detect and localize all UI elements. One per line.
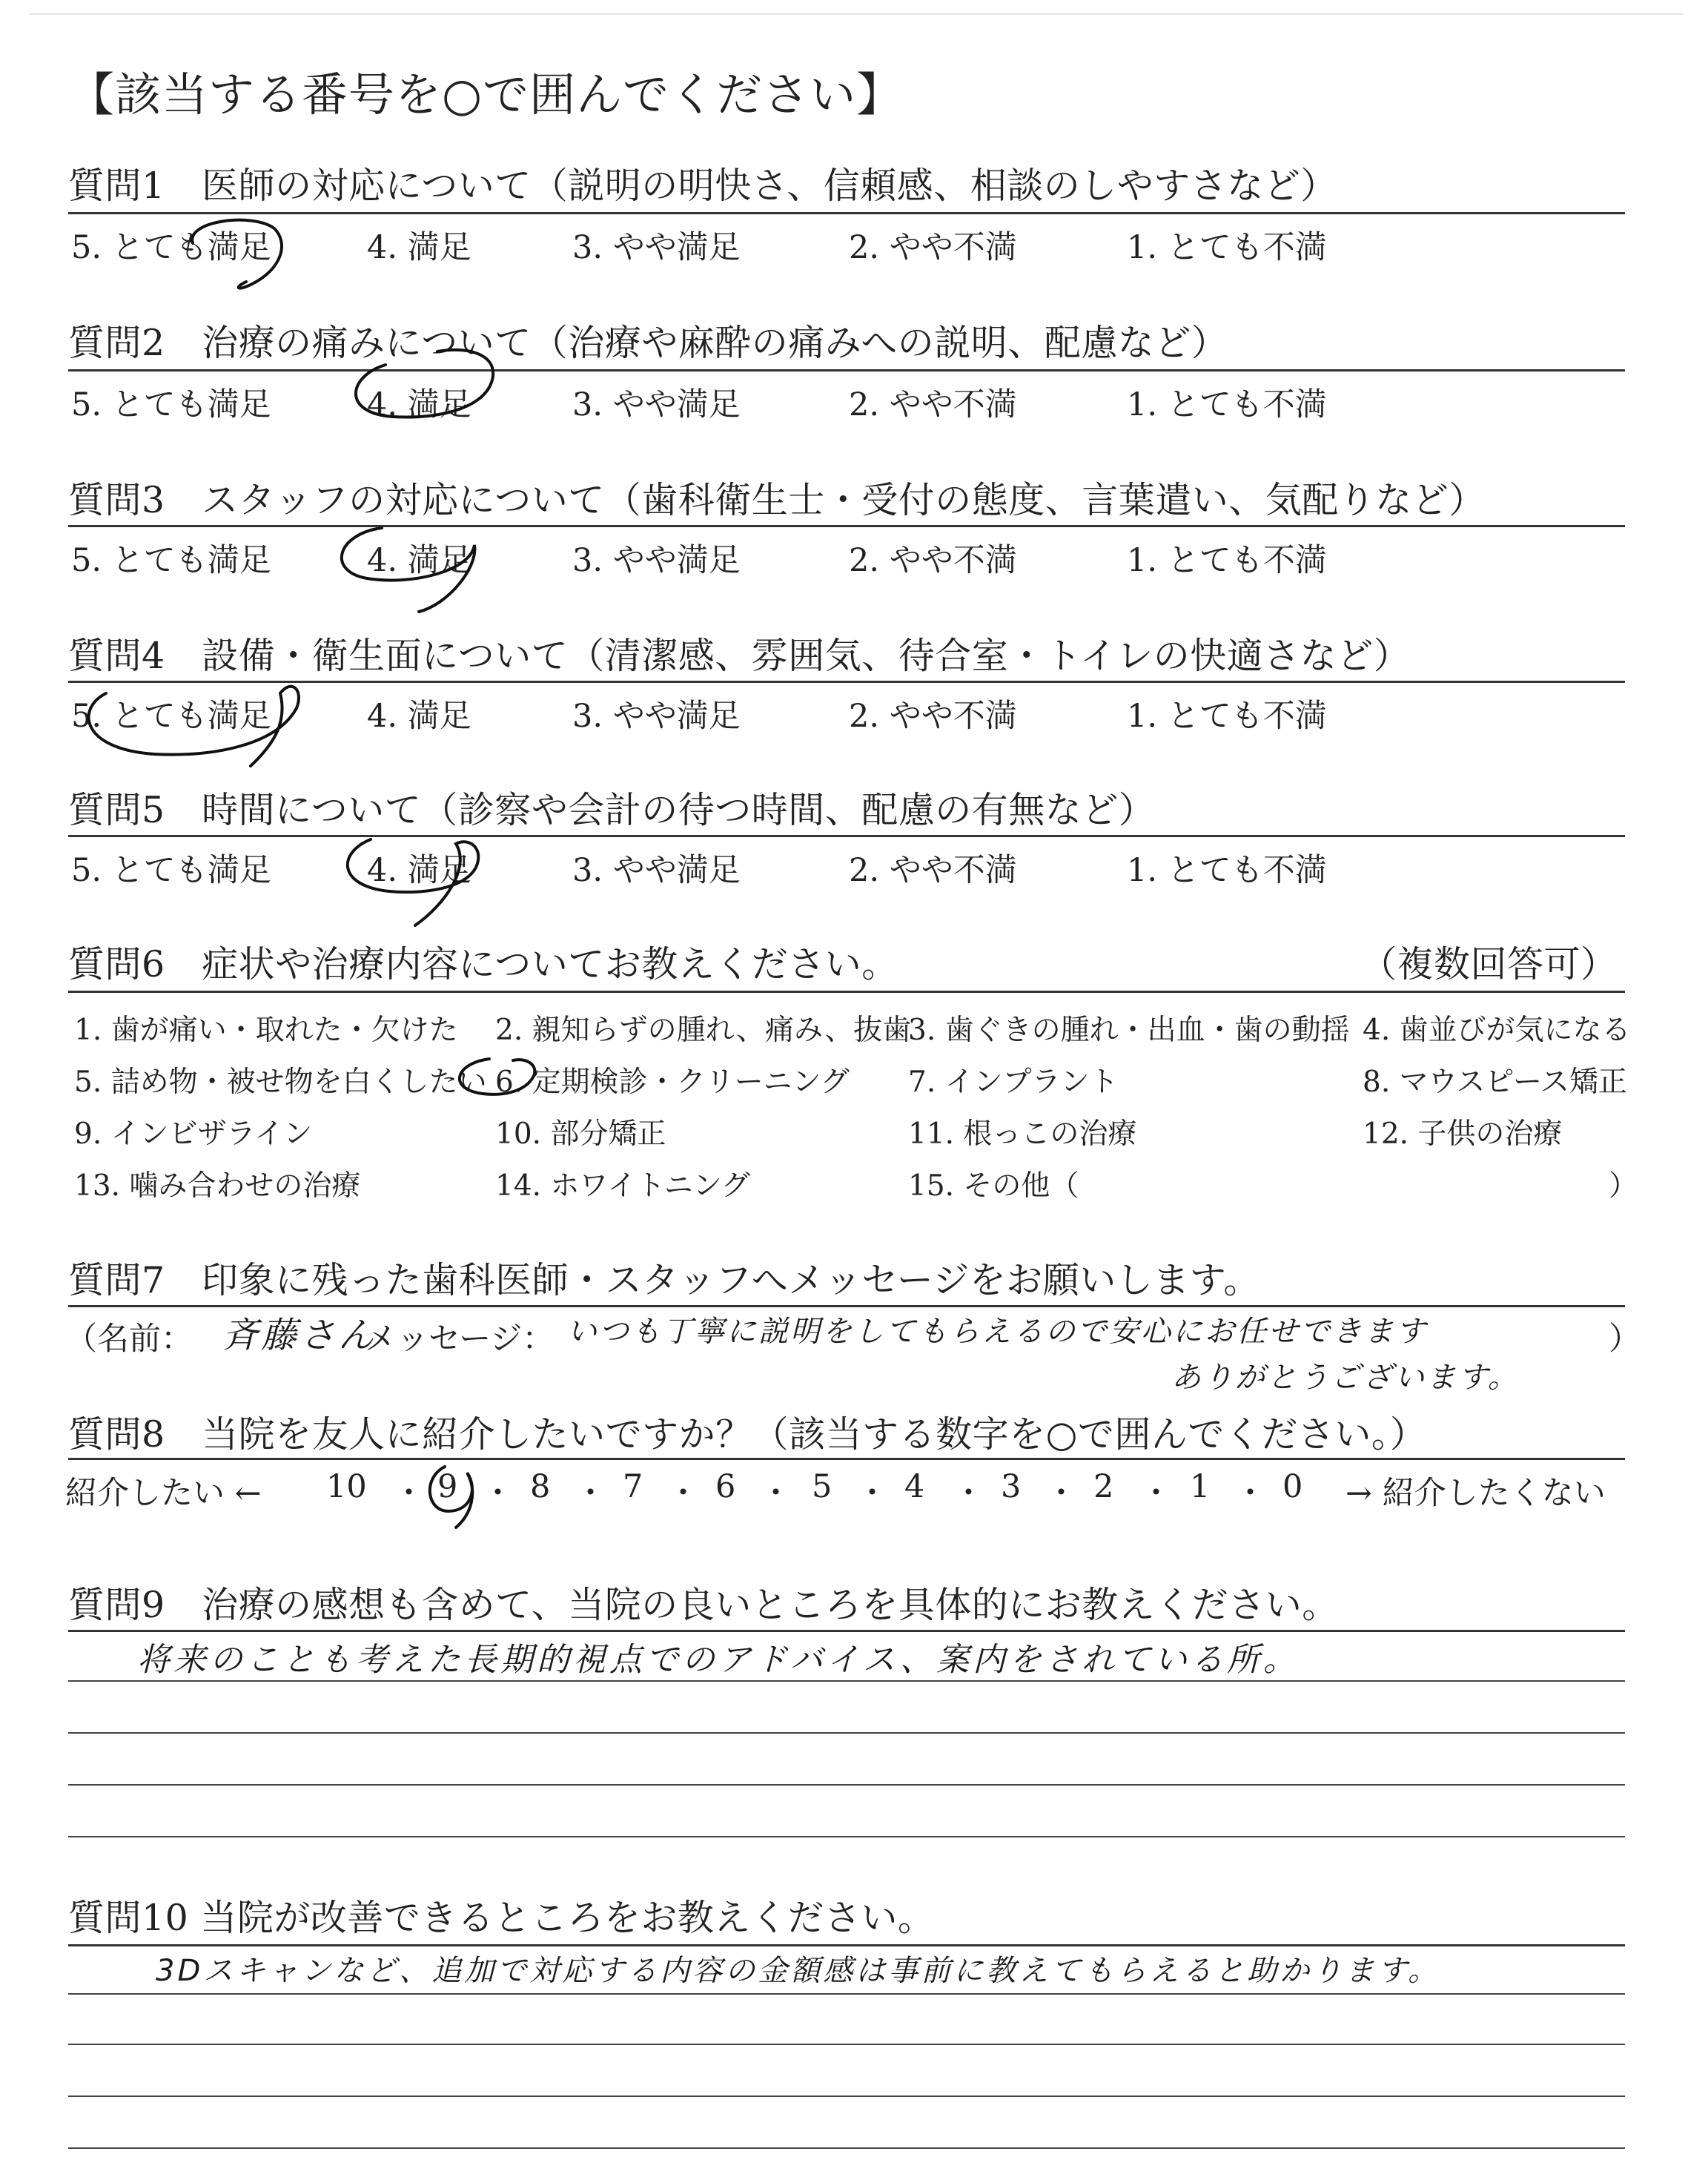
- q4-option-3[interactable]: 3. やや満足: [572, 698, 741, 735]
- q6-option-15[interactable]: 15. その他（: [908, 1169, 1079, 1203]
- q9-rule: [68, 1630, 1625, 1632]
- q4-option-1[interactable]: 1. とても不満: [1127, 698, 1327, 735]
- q10-answer-line: [68, 1993, 1625, 1995]
- q2-rule: [68, 369, 1625, 371]
- q8-scale-10[interactable]: 10: [326, 1468, 367, 1505]
- q5-option-3[interactable]: 3. やや満足: [572, 852, 741, 889]
- q10-answer-line: [68, 2044, 1625, 2045]
- q1-option-4[interactable]: 4. 満足: [367, 229, 471, 266]
- q7-name-label: （名前：: [65, 1321, 193, 1358]
- q1-option-2[interactable]: 2. やや不満: [849, 229, 1017, 266]
- q6-option-14[interactable]: 14. ホワイトニング: [495, 1169, 750, 1203]
- q8-dot: ・: [575, 1475, 606, 1512]
- q7-name-value[interactable]: 斉藤さん: [222, 1315, 377, 1356]
- q8-title: 質問8 当院を友人に紹介したいですか？（該当する数字を○で囲んでください。）: [68, 1413, 1427, 1456]
- q5-option-5[interactable]: 5. とても満足: [71, 852, 271, 889]
- q1-option-3[interactable]: 3. やや満足: [572, 229, 741, 266]
- q6-rule: [68, 991, 1625, 993]
- q6-option-5[interactable]: 5. 詰め物・被せ物を白くしたい: [74, 1066, 487, 1099]
- q6-selection-circle: [445, 1050, 549, 1109]
- q4-title: 質問4 設備・衛生面について（清潔感、雰囲気、待合室・トイレの快適さなど）: [68, 635, 1411, 677]
- q8-dot: ・: [760, 1475, 792, 1512]
- q8-dot: ・: [482, 1475, 514, 1512]
- q1-option-5[interactable]: 5. とても満足: [71, 229, 271, 266]
- q6-option-13[interactable]: 13. 噛み合わせの治療: [74, 1169, 361, 1203]
- q3-rule: [68, 525, 1625, 527]
- q4-selection-circle: [65, 664, 317, 775]
- q5-rule: [68, 835, 1625, 837]
- q7-close-paren: ）: [1609, 1321, 1641, 1358]
- q4-option-5[interactable]: 5. とても満足: [71, 698, 271, 735]
- q3-option-2[interactable]: 2. やや不満: [849, 542, 1017, 579]
- q6-option-7[interactable]: 7. インプラント: [908, 1066, 1119, 1099]
- q8-scale-2[interactable]: 2: [1093, 1468, 1114, 1505]
- q8-right-label: → 紹介したくない: [1345, 1475, 1606, 1512]
- q10-answer[interactable]: 3Dスキャンなど、追加で対応する内容の金額感は事前に教えてもらえると助かります。: [156, 1954, 1441, 1988]
- form-header: 【該当する番号を○で囲んでください】: [68, 67, 904, 122]
- q8-scale-0[interactable]: 0: [1282, 1468, 1303, 1505]
- q1-rule: [68, 212, 1625, 214]
- q4-option-2[interactable]: 2. やや不満: [849, 698, 1017, 735]
- q5-title: 質問5 時間について（診察や会計の待つ時間、配慮の有無など）: [68, 789, 1156, 831]
- q2-option-1[interactable]: 1. とても不満: [1127, 386, 1327, 423]
- q6-option-4[interactable]: 4. 歯並びが気になる: [1363, 1014, 1631, 1047]
- q7-title: 質問7 印象に残った歯科医師・スタッフへメッセージをお願いします。: [68, 1259, 1260, 1301]
- q6-option-2[interactable]: 2. 親知らずの腫れ、痛み、抜歯: [495, 1014, 912, 1047]
- q6-option-10[interactable]: 10. 部分矯正: [495, 1117, 666, 1151]
- q3-option-4[interactable]: 4. 満足: [367, 542, 471, 579]
- q2-option-5[interactable]: 5. とても満足: [71, 386, 271, 423]
- q8-dot: ・: [1234, 1475, 1266, 1512]
- q6-other-close-paren: ）: [1609, 1169, 1638, 1203]
- q5-option-2[interactable]: 2. やや不満: [849, 852, 1017, 889]
- q8-scale-4[interactable]: 4: [904, 1468, 925, 1505]
- q8-dot: ・: [1045, 1475, 1077, 1512]
- q2-option-3[interactable]: 3. やや満足: [572, 386, 741, 423]
- q1-selection-circle: [163, 199, 289, 303]
- q1-option-1[interactable]: 1. とても不満: [1127, 229, 1327, 266]
- q8-left-label: 紹介したい ←: [65, 1475, 262, 1512]
- q8-scale-1[interactable]: 1: [1190, 1468, 1211, 1505]
- q2-title: 質問2 治療の痛みについて（治療や麻酔の痛みへの説明、配慮など）: [68, 322, 1228, 364]
- q10-answer-line: [68, 2095, 1625, 2097]
- q6-option-12[interactable]: 12. 子供の治療: [1363, 1117, 1563, 1151]
- q7-message-line1[interactable]: いつも丁寧に説明をしてもらえるので安心にお任せできます: [567, 1315, 1428, 1349]
- q8-dot: ・: [953, 1475, 984, 1512]
- q10-title: 質問10 当院が改善できるところをお教えください。: [68, 1897, 935, 1939]
- q6-option-11[interactable]: 11. 根っこの治療: [908, 1117, 1137, 1151]
- q9-title: 質問9 治療の感想も含めて、当院の良いところを具体的にお教えください。: [68, 1584, 1339, 1626]
- q8-dot: ・: [1140, 1475, 1172, 1512]
- q8-scale-7[interactable]: 7: [623, 1468, 643, 1505]
- q8-selection-circle: [415, 1459, 489, 1533]
- q5-option-1[interactable]: 1. とても不満: [1127, 852, 1327, 889]
- q3-title: 質問3 スタッフの対応について（歯科衛生士・受付の態度、言葉遣い、気配りなど）: [68, 479, 1486, 521]
- q4-option-4[interactable]: 4. 満足: [367, 698, 471, 735]
- q5-selection-circle: [319, 823, 497, 934]
- q5-option-4[interactable]: 4. 満足: [367, 852, 471, 889]
- q6-option-6[interactable]: 6. 定期検診・クリーニング: [495, 1066, 850, 1099]
- q7-message-label: メッセージ：: [365, 1321, 555, 1358]
- page-top-edge: [30, 13, 1683, 15]
- q8-scale-5[interactable]: 5: [812, 1468, 833, 1505]
- q8-dot: ・: [856, 1475, 888, 1512]
- q3-selection-circle: [315, 512, 493, 623]
- q6-option-1[interactable]: 1. 歯が痛い・取れた・欠けた: [74, 1014, 458, 1047]
- q10-answer-line: [68, 2147, 1625, 2149]
- q3-option-5[interactable]: 5. とても満足: [71, 542, 271, 579]
- q3-option-1[interactable]: 1. とても不満: [1127, 542, 1327, 579]
- q2-selection-circle: [326, 343, 512, 432]
- q7-message-line2[interactable]: ありがとうございます。: [1171, 1361, 1520, 1395]
- q9-answer-line: [68, 1732, 1625, 1734]
- q8-scale-9[interactable]: 9: [437, 1468, 458, 1505]
- q8-scale-3[interactable]: 3: [1001, 1468, 1022, 1505]
- q2-option-4[interactable]: 4. 満足: [367, 386, 471, 423]
- q8-scale-6[interactable]: 6: [715, 1468, 736, 1505]
- q6-title: 質問6 症状や治療内容についてお教えください。: [68, 943, 898, 985]
- q9-answer-line: [68, 1680, 1625, 1682]
- q9-answer-line: [68, 1784, 1625, 1786]
- q6-option-9[interactable]: 9. インビザライン: [74, 1117, 313, 1151]
- q3-option-3[interactable]: 3. やや満足: [572, 542, 741, 579]
- q8-rule: [68, 1458, 1625, 1460]
- q10-rule: [68, 1944, 1625, 1946]
- q6-option-3[interactable]: 3. 歯ぐきの腫れ・出血・歯の動揺: [908, 1014, 1350, 1047]
- q6-option-8[interactable]: 8. マウスピース矯正: [1363, 1066, 1627, 1099]
- q8-dot: ・: [393, 1475, 425, 1512]
- q8-scale-8[interactable]: 8: [530, 1468, 551, 1505]
- q9-answer-line: [68, 1836, 1625, 1837]
- q2-option-2[interactable]: 2. やや不満: [849, 386, 1017, 423]
- q6-multi-note: （複数回答可）: [1360, 943, 1618, 985]
- q9-answer[interactable]: 将来のことも考えた長期的視点でのアドバイス、案内をされている所。: [137, 1641, 1300, 1679]
- q8-dot: ・: [667, 1475, 699, 1512]
- q1-title: 質問1 医師の対応について（説明の明快さ、信頼感、相談のしやすさなど）: [68, 165, 1337, 207]
